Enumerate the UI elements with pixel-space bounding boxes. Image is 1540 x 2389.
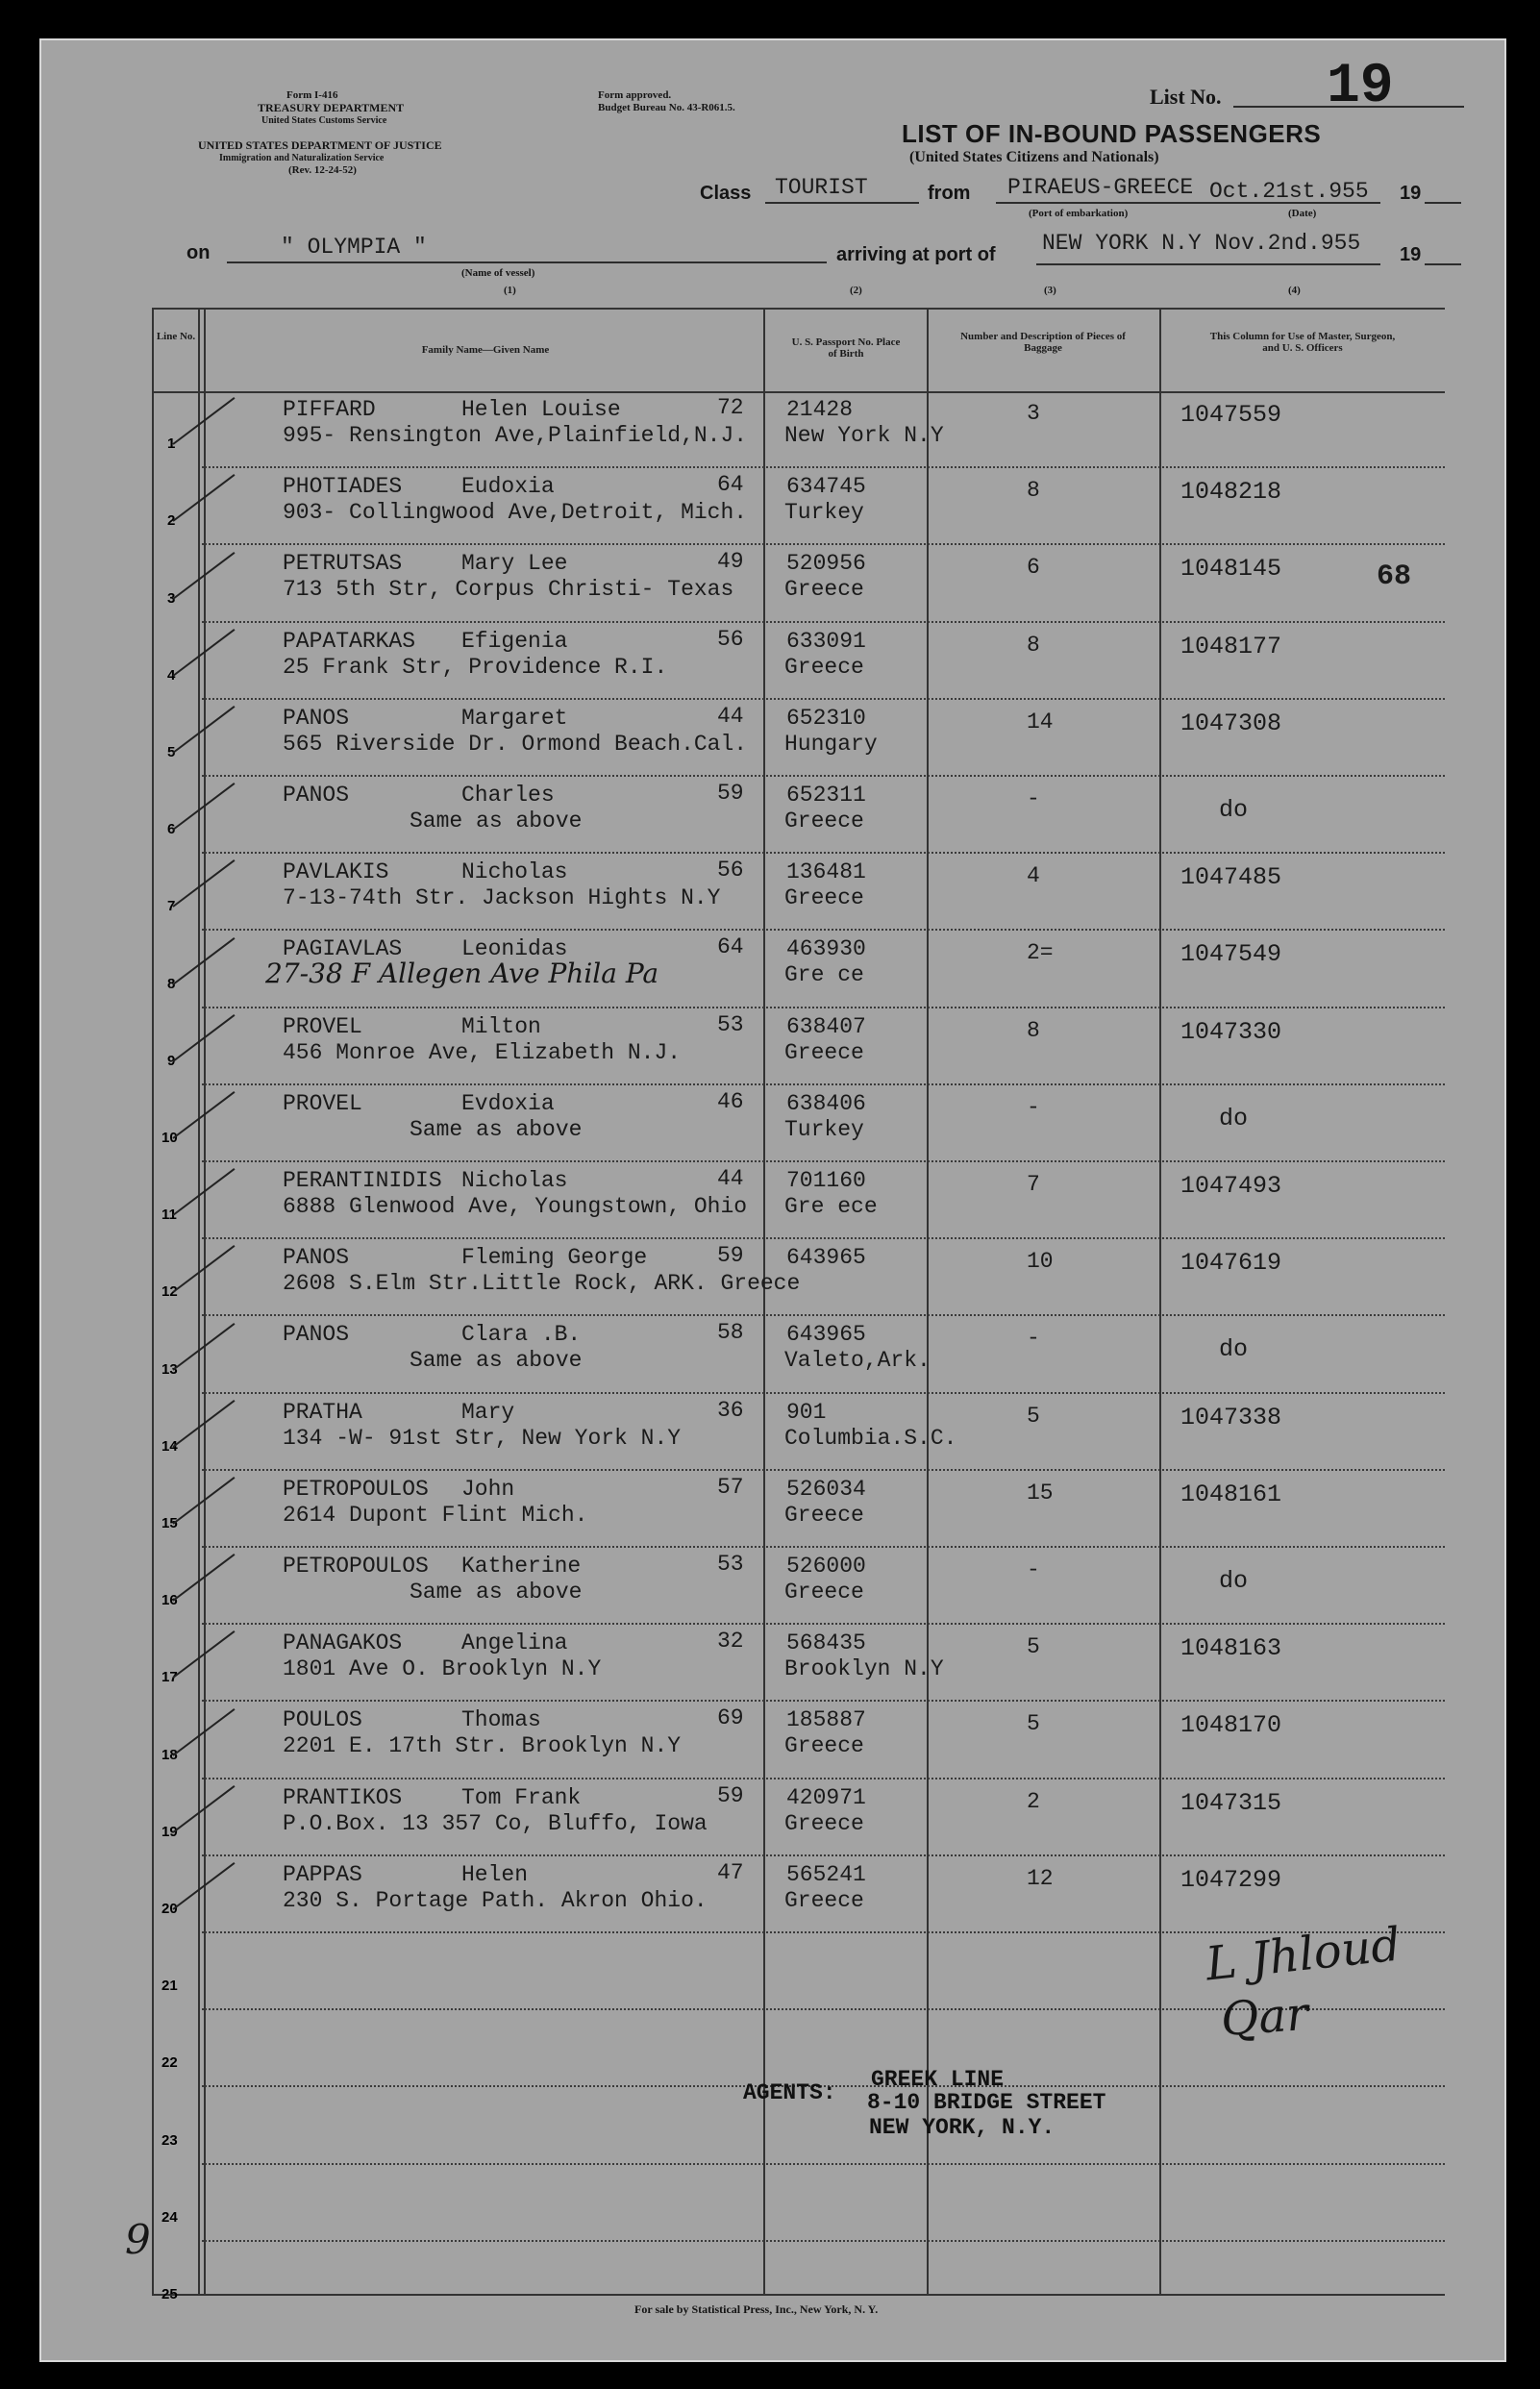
passport-number: 634745 xyxy=(786,474,866,500)
line-number: 2 xyxy=(167,512,176,530)
passenger-given-name: Leonidas xyxy=(461,936,568,962)
year-prefix: 19 xyxy=(1400,183,1422,204)
line-number: 9 xyxy=(167,1052,176,1069)
passenger-address: P.O.Box. 13 357 Co, Bluffo, Iowa xyxy=(283,1810,708,1836)
baggage-count: 6 xyxy=(1027,555,1040,581)
column-divider xyxy=(763,310,765,2294)
passenger-age: 59 xyxy=(717,1782,744,1808)
line-number: 21 xyxy=(161,1978,178,1995)
passenger-age: 53 xyxy=(717,1552,744,1577)
year-prefix-2: 19 xyxy=(1400,244,1422,265)
passenger-age: 47 xyxy=(717,1859,744,1885)
baggage-count: - xyxy=(1027,1557,1040,1582)
passenger-age: 46 xyxy=(717,1088,744,1114)
place-of-birth: Greece xyxy=(784,809,864,834)
line-number: 14 xyxy=(161,1437,178,1455)
passenger-address: 903- Collingwood Ave,Detroit, Mich. xyxy=(283,500,748,526)
passenger-given-name: Clara .B. xyxy=(461,1322,582,1348)
officer-number: 1048177 xyxy=(1180,632,1282,660)
line-number: 6 xyxy=(167,821,176,838)
passenger-address: Same as above xyxy=(410,1116,583,1142)
form-revision: (Rev. 12-24-52) xyxy=(288,164,357,176)
passport-number: 565241 xyxy=(786,1861,866,1887)
place-of-birth: Gre ce xyxy=(784,962,864,988)
passport-number: 520956 xyxy=(786,551,866,577)
header-line-no: Line No. xyxy=(156,331,196,342)
officer-number: do xyxy=(1219,1335,1249,1364)
header-divider xyxy=(154,391,1445,393)
officer-number: 1047485 xyxy=(1180,863,1282,892)
passenger-age: 53 xyxy=(717,1011,744,1037)
dept-customs: United States Customs Service xyxy=(261,115,387,126)
header-baggage: Number and Description of Pieces of Baggage xyxy=(960,331,1126,354)
passenger-given-name: Katherine xyxy=(461,1554,582,1579)
row-divider xyxy=(202,1007,1445,1008)
officer-annotation: 68 xyxy=(1377,560,1412,594)
passenger-given-name: Margaret xyxy=(461,705,568,731)
passenger-family-name: PROVEL xyxy=(283,1090,362,1116)
passenger-given-name: John xyxy=(461,1476,515,1502)
passenger-age: 56 xyxy=(717,626,744,652)
arriving-label: arriving at port of xyxy=(836,244,996,265)
column-4-marker: (4) xyxy=(1288,285,1301,296)
officer-number: 1048163 xyxy=(1180,1634,1282,1663)
passenger-address: 6888 Glenwood Ave, Youngstown, Ohio xyxy=(283,1194,748,1219)
baggage-count: - xyxy=(1027,786,1040,811)
line-number: 8 xyxy=(167,975,176,992)
form-approved: Form approved. xyxy=(598,89,672,101)
passenger-address: Same as above xyxy=(410,1580,583,1605)
column-2-marker: (2) xyxy=(850,285,862,296)
arrival-underline xyxy=(1036,263,1380,265)
passport-number: 652311 xyxy=(786,783,866,808)
from-underline xyxy=(996,202,1380,204)
vessel-caption: (Name of vessel) xyxy=(461,267,535,279)
passport-number: 901 xyxy=(786,1399,827,1425)
passenger-address-handwritten: 27-38 F Allegen Ave Phila Pa xyxy=(265,958,659,990)
column-3-marker: (3) xyxy=(1044,285,1056,296)
line-number: 19 xyxy=(161,1823,178,1840)
baggage-count: 4 xyxy=(1027,863,1040,889)
row-divider xyxy=(202,1700,1445,1702)
header-officers: This Column for Use of Master, Surgeon, and U. S. Officers xyxy=(1209,331,1396,354)
passport-number: 185887 xyxy=(786,1707,866,1733)
vessel-underline xyxy=(227,261,827,263)
line-number: 7 xyxy=(167,898,176,915)
departure-date: Oct.21st.955 xyxy=(1209,179,1369,204)
baggage-count: 8 xyxy=(1027,1017,1040,1043)
passport-number: 643965 xyxy=(786,1322,866,1348)
place-of-birth: Greece xyxy=(784,1887,864,1913)
class-label: Class xyxy=(700,183,752,204)
line-number: 18 xyxy=(161,1746,178,1763)
row-divider xyxy=(202,2240,1445,2242)
officer-number: 1047315 xyxy=(1180,1788,1282,1817)
form-number: Form I-416 xyxy=(286,89,338,101)
passenger-family-name: PRANTIKOS xyxy=(283,1784,403,1810)
budget-bureau: Budget Bureau No. 43-R061.5. xyxy=(598,102,735,113)
passenger-given-name: Helen xyxy=(461,1861,529,1887)
passenger-family-name: PETROPOULOS xyxy=(283,1554,429,1579)
officer-number: 1048170 xyxy=(1180,1711,1282,1740)
place-of-birth: Turkey xyxy=(784,500,864,526)
row-divider xyxy=(202,1392,1445,1394)
line-number: 24 xyxy=(161,2208,178,2226)
line-number: 15 xyxy=(161,1515,178,1531)
baggage-count: 10 xyxy=(1027,1249,1054,1275)
officer-number: 1047299 xyxy=(1180,1865,1282,1894)
passenger-age: 32 xyxy=(717,1629,744,1655)
passenger-address: 7-13-74th Str. Jackson Hights N.Y xyxy=(283,885,721,911)
passenger-given-name: Angelina xyxy=(461,1630,568,1656)
row-divider xyxy=(202,775,1445,777)
list-no-label: List No. xyxy=(1150,85,1222,109)
officer-number: 1047308 xyxy=(1180,709,1282,737)
row-divider xyxy=(202,1546,1445,1548)
line-number: 4 xyxy=(167,666,176,684)
row-divider xyxy=(202,1314,1445,1316)
dept-treasury: TREASURY DEPARTMENT xyxy=(258,101,405,114)
passenger-address: 565 Riverside Dr. Ormond Beach.Cal. xyxy=(283,731,748,757)
officer-number: 1047549 xyxy=(1180,940,1282,969)
place-of-birth: Greece xyxy=(784,885,864,911)
place-of-birth: New York N.Y xyxy=(784,423,944,448)
line-number: 22 xyxy=(161,2054,178,2072)
officer-number: 1048145 xyxy=(1180,555,1282,584)
passport-number: 701160 xyxy=(786,1168,866,1193)
passenger-given-name: Milton xyxy=(461,1013,541,1039)
passenger-address: 230 S. Portage Path. Akron Ohio. xyxy=(283,1887,708,1913)
column-divider xyxy=(204,310,206,2294)
on-label: on xyxy=(186,242,211,263)
column-divider xyxy=(927,310,929,2294)
passenger-address: 995- Rensington Ave,Plainfield,N.J. xyxy=(283,423,748,448)
passenger-given-name: Fleming George xyxy=(461,1245,648,1271)
passenger-family-name: PHOTIADES xyxy=(283,474,403,500)
passport-number: 526034 xyxy=(786,1476,866,1502)
passenger-age: 57 xyxy=(717,1474,744,1500)
place-of-birth: Greece xyxy=(784,1580,864,1605)
passenger-age: 72 xyxy=(717,395,744,420)
year-underline xyxy=(1425,202,1461,204)
baggage-count: 15 xyxy=(1027,1480,1054,1506)
passenger-given-name: Mary Lee xyxy=(461,551,568,577)
baggage-count: 7 xyxy=(1027,1172,1040,1197)
passenger-family-name: PETRUTSAS xyxy=(283,551,403,577)
row-divider xyxy=(202,543,1445,545)
officer-number: 1048161 xyxy=(1180,1480,1282,1508)
passenger-given-name: Mary xyxy=(461,1399,515,1425)
document-title: LIST OF IN-BOUND PASSENGERS xyxy=(902,119,1322,148)
column-1-marker: (1) xyxy=(504,285,516,296)
row-divider xyxy=(202,1160,1445,1162)
port-caption: (Port of embarkation) xyxy=(1029,208,1129,219)
officer-number: 1048218 xyxy=(1180,478,1282,507)
line-number: 5 xyxy=(167,744,176,760)
passenger-age: 69 xyxy=(717,1705,744,1731)
officer-number: 1047559 xyxy=(1180,401,1282,429)
passport-number: 638407 xyxy=(786,1013,866,1039)
line-number: 12 xyxy=(161,1283,178,1301)
passenger-address: 713 5th Str, Corpus Christi- Texas xyxy=(283,577,734,603)
class-underline xyxy=(765,202,919,204)
passenger-age: 36 xyxy=(717,1397,744,1423)
vessel-name: " OLYMPIA " xyxy=(281,235,427,260)
officer-number: do xyxy=(1219,1104,1249,1132)
passenger-given-name: Thomas xyxy=(461,1707,541,1733)
baggage-count: 14 xyxy=(1027,709,1054,734)
baggage-count: - xyxy=(1027,1094,1040,1120)
passenger-address: 2614 Dupont Flint Mich. xyxy=(283,1502,588,1528)
passenger-family-name: PAVLAKIS xyxy=(283,859,389,885)
passport-number: 526000 xyxy=(786,1554,866,1579)
passenger-given-name: Nicholas xyxy=(461,859,568,885)
line-number: 23 xyxy=(161,2131,178,2149)
passenger-family-name: PANAGAKOS xyxy=(283,1630,403,1656)
date-caption: (Date) xyxy=(1288,208,1317,219)
line-number: 20 xyxy=(161,1901,178,1917)
passenger-age: 44 xyxy=(717,1166,744,1191)
document-subtitle: (United States Citizens and Nationals) xyxy=(909,149,1159,165)
passport-number: 643965 xyxy=(786,1245,866,1271)
row-divider xyxy=(202,852,1445,854)
line-number: 25 xyxy=(161,2286,178,2302)
officer-initials: Qar xyxy=(1219,1986,1310,2048)
passenger-given-name: Evdoxia xyxy=(461,1090,555,1116)
line-number: 13 xyxy=(161,1360,178,1378)
passenger-family-name: POULOS xyxy=(283,1707,362,1733)
passenger-address: 1801 Ave O. Brooklyn N.Y xyxy=(283,1656,602,1682)
agents-line-3: NEW YORK, N.Y. xyxy=(869,2115,1056,2140)
passenger-family-name: PROVEL xyxy=(283,1013,362,1039)
printer-footer: For sale by Statistical Press, Inc., New York, N. Y. xyxy=(634,2302,879,2316)
class-value: TOURIST xyxy=(775,175,868,200)
column-divider xyxy=(198,310,200,2294)
passenger-age: 59 xyxy=(717,781,744,806)
agents-label: AGENTS: xyxy=(743,2080,836,2105)
passport-number: 633091 xyxy=(786,628,866,654)
place-of-birth: Valeto,Ark. xyxy=(784,1348,931,1374)
baggage-count: 5 xyxy=(1027,1711,1040,1737)
row-divider xyxy=(202,1854,1445,1856)
line-number: 17 xyxy=(161,1669,178,1686)
passport-number: 638406 xyxy=(786,1090,866,1116)
dept-justice: UNITED STATES DEPARTMENT OF JUSTICE xyxy=(198,138,442,152)
passport-number: 21428 xyxy=(786,397,854,422)
baggage-count: 12 xyxy=(1027,1865,1054,1891)
baggage-count: 2= xyxy=(1027,940,1054,966)
from-label: from xyxy=(928,183,971,204)
passenger-family-name: PAPPAS xyxy=(283,1861,362,1887)
place-of-birth: Columbia.S.C. xyxy=(784,1425,957,1451)
row-divider xyxy=(202,698,1445,700)
officer-number: do xyxy=(1219,1567,1249,1595)
baggage-count: 5 xyxy=(1027,1634,1040,1660)
passport-number: 568435 xyxy=(786,1630,866,1656)
passenger-age: 64 xyxy=(717,934,744,960)
line-number: 10 xyxy=(161,1130,178,1146)
row-divider xyxy=(202,929,1445,931)
passenger-family-name: PANOS xyxy=(283,783,350,808)
passenger-age: 58 xyxy=(717,1320,744,1346)
row-divider xyxy=(202,466,1445,468)
baggage-count: 5 xyxy=(1027,1403,1040,1429)
passport-number: 652310 xyxy=(786,705,866,731)
passenger-family-name: PRATHA xyxy=(283,1399,362,1425)
officer-signature: L Jhloud xyxy=(1203,1917,1403,1992)
passenger-family-name: PIFFARD xyxy=(283,397,376,422)
baggage-count: 8 xyxy=(1027,632,1040,658)
passenger-family-name: PANOS xyxy=(283,1322,350,1348)
place-of-birth: Hungary xyxy=(784,731,878,757)
row-divider xyxy=(202,1237,1445,1239)
passenger-age: 49 xyxy=(717,549,744,575)
passenger-given-name: Efigenia xyxy=(461,628,568,654)
passenger-family-name: PETROPOULOS xyxy=(283,1476,429,1502)
row-divider xyxy=(202,1469,1445,1471)
line-number: 11 xyxy=(161,1207,177,1224)
baggage-count: 8 xyxy=(1027,478,1040,504)
passenger-address: Same as above xyxy=(410,1348,583,1374)
place-of-birth: Greece xyxy=(784,1733,864,1759)
place-of-birth: Greece xyxy=(784,577,864,603)
dept-immigration: Immigration and Naturalization Service xyxy=(219,153,385,163)
row-divider xyxy=(202,1778,1445,1779)
column-divider xyxy=(1159,310,1161,2294)
place-of-birth: Brooklyn N.Y xyxy=(784,1656,944,1682)
row-divider xyxy=(202,621,1445,623)
row-divider xyxy=(202,1623,1445,1625)
place-of-birth: Gre ece xyxy=(784,1194,878,1219)
baggage-count: 3 xyxy=(1027,401,1040,426)
passenger-family-name: PAPATARKAS xyxy=(283,628,416,654)
margin-note: 9 xyxy=(125,2216,151,2263)
passenger-family-name: PANOS xyxy=(283,1245,350,1271)
officer-number: 1047493 xyxy=(1180,1172,1282,1200)
officer-number: 1047338 xyxy=(1180,1403,1282,1431)
list-no-line xyxy=(1233,106,1464,108)
agents-line-1: GREEK LINE xyxy=(871,2067,1005,2092)
passenger-given-name: Tom Frank xyxy=(461,1784,582,1810)
list-no-value: 19 xyxy=(1327,56,1394,118)
passenger-given-name: Eudoxia xyxy=(461,474,555,500)
year-underline-2 xyxy=(1425,263,1461,265)
passenger-given-name: Nicholas xyxy=(461,1168,568,1193)
officer-number: 1047619 xyxy=(1180,1249,1282,1278)
line-number: 16 xyxy=(161,1592,178,1609)
row-divider xyxy=(202,1083,1445,1085)
arrival-port-date: NEW YORK N.Y Nov.2nd.955 xyxy=(1042,231,1361,256)
passenger-address: 25 Frank Str, Providence R.I. xyxy=(283,654,668,680)
baggage-count: 2 xyxy=(1027,1788,1040,1814)
place-of-birth: Turkey xyxy=(784,1116,864,1142)
passenger-address: Same as above xyxy=(410,809,583,834)
passenger-age: 64 xyxy=(717,472,744,498)
line-number: 1 xyxy=(167,435,176,453)
officer-number: do xyxy=(1219,796,1249,824)
passport-number: 463930 xyxy=(786,936,866,962)
baggage-count: - xyxy=(1027,1326,1040,1352)
agents-line-2: 8-10 BRIDGE STREET xyxy=(867,2090,1106,2115)
place-of-birth: Greece xyxy=(784,654,864,680)
passenger-age: 59 xyxy=(717,1243,744,1269)
passenger-family-name: PAGIAVLAS xyxy=(283,936,403,962)
passenger-family-name: PERANTINIDIS xyxy=(283,1168,442,1193)
passenger-family-name: PANOS xyxy=(283,705,350,731)
row-divider xyxy=(202,2163,1445,2165)
place-of-birth: Greece xyxy=(784,1502,864,1528)
place-of-birth: Greece xyxy=(784,1039,864,1065)
place-of-birth: Greece xyxy=(784,1810,864,1836)
header-passport: U. S. Passport No. Place of Birth xyxy=(791,336,901,360)
passenger-given-name: Helen Louise xyxy=(461,397,621,422)
passenger-age: 56 xyxy=(717,858,744,883)
passenger-given-name: Charles xyxy=(461,783,555,808)
passenger-address: 2608 S.Elm Str.Little Rock, ARK. Greece xyxy=(283,1271,801,1297)
line-number: 3 xyxy=(167,589,176,607)
passenger-address: 456 Monroe Ave, Elizabeth N.J. xyxy=(283,1039,682,1065)
passport-number: 420971 xyxy=(786,1784,866,1810)
officer-number: 1047330 xyxy=(1180,1017,1282,1046)
port-of-embarkation: PIRAEUS-GREECE xyxy=(1007,175,1194,200)
header-family-name: Family Name—Given Name xyxy=(421,344,550,356)
passport-number: 136481 xyxy=(786,859,866,885)
passenger-age: 44 xyxy=(717,703,744,729)
passenger-address: 2201 E. 17th Str. Brooklyn N.Y xyxy=(283,1733,682,1759)
passenger-address: 134 -W- 91st Str, New York N.Y xyxy=(283,1425,682,1451)
